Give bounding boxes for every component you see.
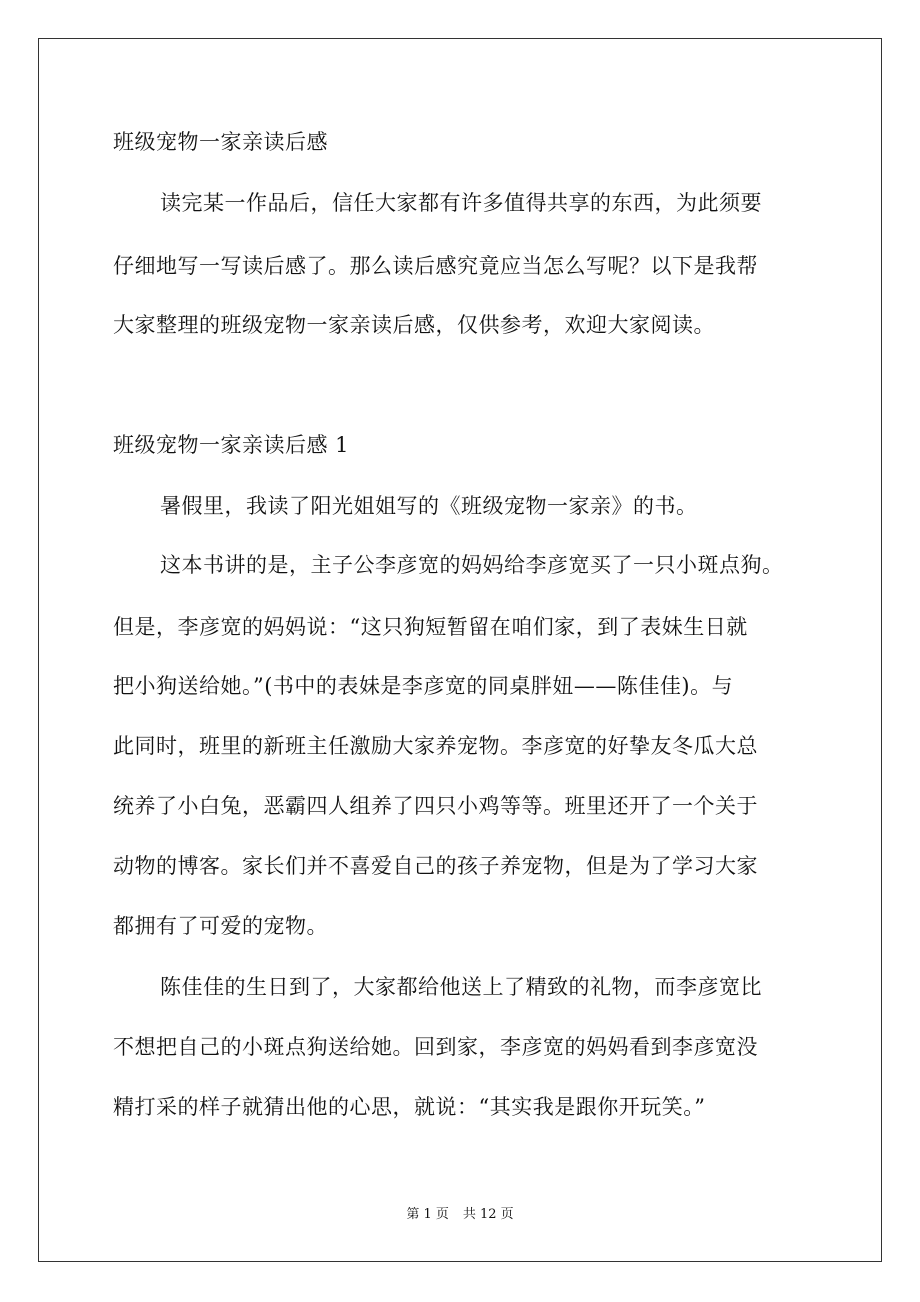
body-line-6: 统养了小白兔，恶霸四人组养了四只小鸡等等。班里还开了一个关于 bbox=[113, 794, 758, 818]
intro-line-1: 读完某一作品后，信任大家都有许多值得共享的东西，为此须要 bbox=[160, 191, 762, 215]
section-heading: 班级宠物一家亲读后感 1 bbox=[113, 433, 350, 457]
body-line-8: 都拥有了可爱的宠物。 bbox=[113, 914, 328, 938]
body-line-5: 此同时，班里的新班主任激励大家养宠物。李彦宽的好挚友冬瓜大总 bbox=[113, 734, 758, 758]
body-line-9: 陈佳佳的生日到了，大家都给他送上了精致的礼物，而李彦宽比 bbox=[160, 975, 762, 999]
body-line-7: 动物的博客。家长们并不喜爱自己的孩子养宠物，但是为了学习大家 bbox=[113, 854, 758, 878]
page-footer bbox=[0, 1206, 920, 1224]
page-total: 共 12 页 bbox=[462, 1207, 514, 1222]
body-line-2: 这本书讲的是，主子公李彦宽的妈妈给李彦宽买了一只小斑点狗。 bbox=[160, 553, 784, 577]
intro-line-3: 大家整理的班级宠物一家亲读后感，仅供参考，欢迎大家阅读。 bbox=[113, 313, 715, 337]
body-line-1: 暑假里，我读了阳光姐姐写的《班级宠物一家亲》的书。 bbox=[160, 494, 698, 518]
body-line-3: 但是，李彦宽的妈妈说：“这只狗短暂留在咱们家，到了表妹生日就 bbox=[113, 615, 748, 639]
document-title: 班级宠物一家亲读后感 bbox=[113, 130, 328, 154]
page-number: 第 1 页 bbox=[406, 1207, 449, 1222]
intro-line-2: 仔细地写一写读后感了。那么读后感究竟应当怎么写呢？以下是我帮 bbox=[113, 254, 758, 278]
body-line-11: 精打采的样子就猜出他的心思，就说：“其实我是跟你开玩笑。” bbox=[113, 1095, 706, 1119]
body-line-10: 不想把自己的小斑点狗送给她。回到家，李彦宽的妈妈看到李彦宽没 bbox=[113, 1035, 758, 1059]
page-border bbox=[38, 38, 882, 1262]
body-line-4: 把小狗送给她。”(书中的表妹是李彦宽的同桌胖妞——陈佳佳)。与 bbox=[113, 674, 734, 698]
